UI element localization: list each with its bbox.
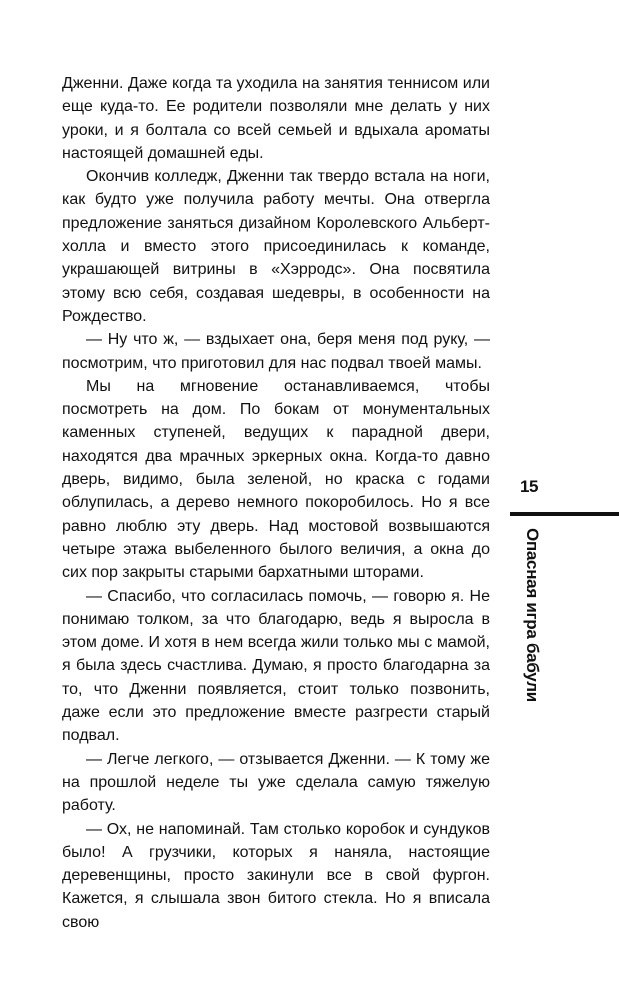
- paragraph-3: — Ну что ж, — вздыхает она, беря меня под руку, — посмотрим, что приготовил для нас подвал твоей мамы.: [62, 331, 490, 372]
- page-body-text: [62, 72, 490, 934]
- paragraph-1: Дженни. Даже когда та уходила на занятия теннисом или еще куда-то. Ее родители позволяли мне делать у них уроки, и я болтала со всей семьей и вдыхала ароматы настоящей домашней еды.: [62, 75, 490, 162]
- paragraph-4: Мы на мгновение останавливаемся, чтобы посмотреть на дом. По бокам от монументальных каменных ступеней, ведущих к парадной двери, находятся два мрачных эркерных окна. Когда-то давно дверь, видимо, была зеленой, но краска с годами облупилась, а дерево немного покоробилось. Но я все равно люблю эту дверь. Над мостовой возвышаются четыре этажа выбеленного былого величия, а окна до сих пор закрыты старыми бархатными шторами.: [62, 377, 490, 582]
- running-title: Опасная игра бабули: [523, 528, 542, 702]
- page-number: 15: [520, 477, 538, 496]
- paragraph-2: Окончив колледж, Дженни так твердо встала на ноги, как будто уже получила работу мечты. Она отвергла предложение заняться дизайном Королевского Альберт-холла и вместо этого присоединилась к команде, украшающей витрины в «Хэрродс». Она посвятила этому всю себя, создавая шедевры, в особенности на Рождество.: [62, 168, 490, 325]
- paragraph-7: — Ох, не напоминай. Там столько коробок и сундуков было! А грузчики, которых я наняла, настоящие деревенщины, просто закинули все в свой фургон. Кажется, я слышала звон битого стекла. Но я вписала свою: [62, 820, 490, 931]
- paragraph-5: — Спасибо, что согласилась помочь, — говорю я. Не понимаю толком, за что благодарю, ведь я выросла в этом доме. И хотя в нем всегда жили только мы с мамой, я была здесь счастлива. Думаю, я просто благодарна за то, что Дженни появляется, стоит только позвонить, даже если это предложение вместе разгрести старый подвал.: [62, 587, 490, 745]
- side-rule-divider: [510, 512, 619, 516]
- paragraph-6: — Легче легкого, — отзывается Дженни. — К тому же на прошлой неделе ты уже сделала самую тяжелую работу.: [62, 750, 490, 815]
